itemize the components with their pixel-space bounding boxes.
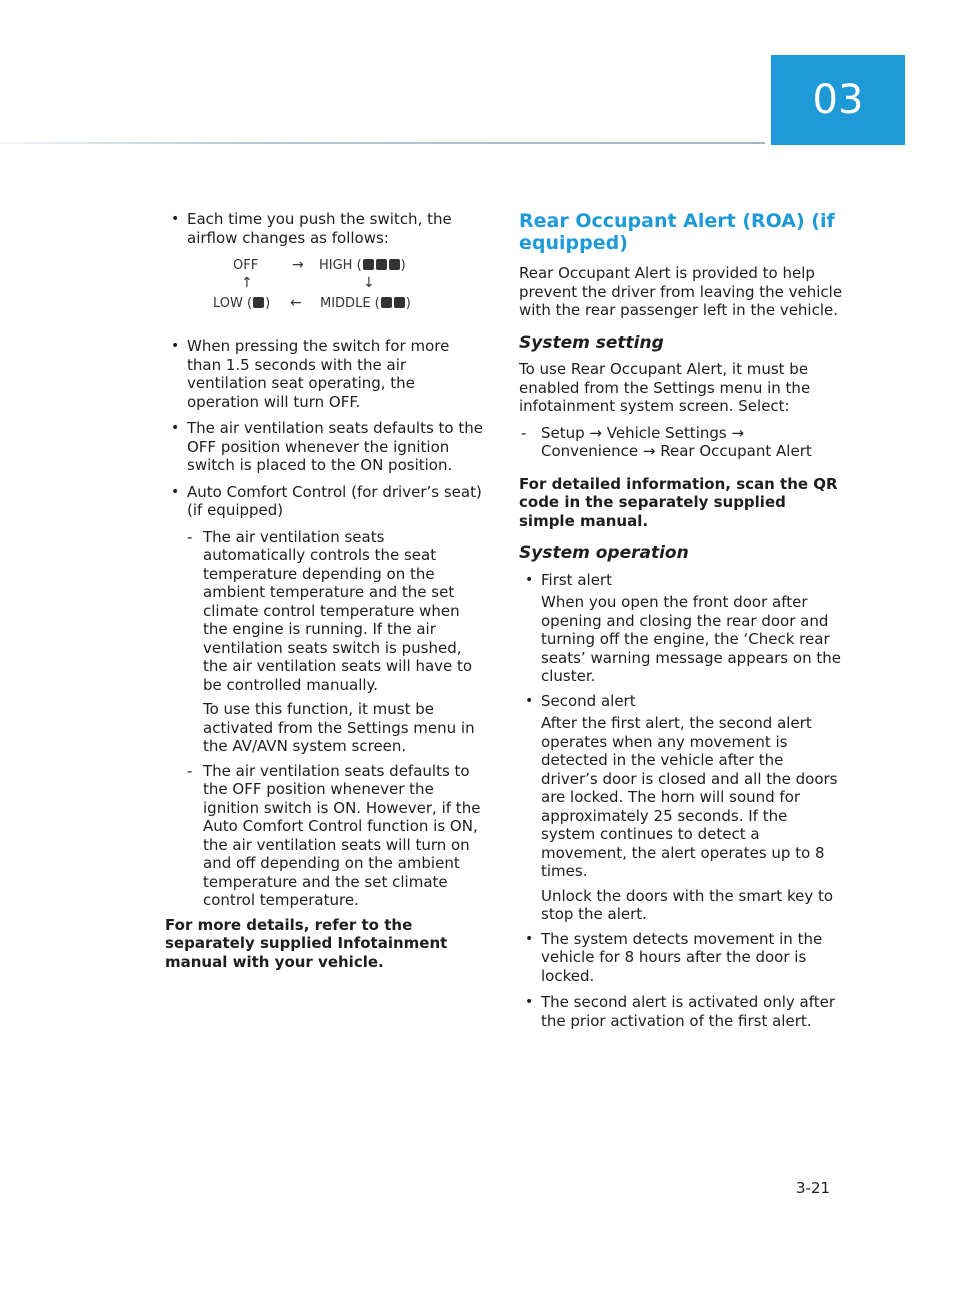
page-number: 3-21 [796, 1179, 831, 1197]
settings-note: To use this function, it must be activated from the Settings menu in the AV/AVN system screen. [203, 700, 475, 755]
infotainment-note: For more details, refer to the separately supplied Infotainment manual with your vehicle. [165, 915, 448, 971]
airflow-diagram [165, 257, 483, 327]
dash-text: The air ventilation seats automatically controls the seat temperature depending on the ambient temperature and the set climate control temperature when the engine is running. If the air ventilation seats switch is pushed, the air ventilation seats will have to be controlled manually. [203, 527, 473, 694]
first-alert-text: When you open the front door after opening and closing the rear door and turning off the engine, the ‘Check rear seats’ warning message appears on the cluster. [541, 593, 841, 685]
seat-fan-icon [394, 297, 405, 308]
seat-fan-icon [253, 297, 264, 308]
dash-text: The air ventilation seats defaults to the OFF position whenever the ignition switch is ON. However, if the Auto Comfort Control function is ON, the air ventilation seats will turn on and off depending on the ambient temperature and the set climate control temperature. [203, 761, 481, 909]
arrow-left-icon: ← [290, 295, 302, 311]
bullet-second-alert-condition: • The second alert is activated only after the prior activation of the first alert. [519, 993, 844, 1030]
system-setting-heading: System setting [519, 332, 664, 353]
second-alert-text: After the first alert, the second alert operates when any movement is detected in the vehicle after the driver’s door is closed and all the doors are locked. The horn will sound for approximately 25 seconds. If the system continues to detect a movement, the alert operates up to 8 times. [541, 714, 838, 880]
dash-mark: - [187, 761, 193, 780]
chapter-tab [771, 55, 905, 145]
right-column [519, 210, 844, 1038]
left-column [165, 210, 483, 971]
header-rule [0, 142, 765, 144]
second-alert-unlock: Unlock the doors with the smart key to stop the alert. [541, 886, 834, 923]
dash-mark: - [521, 423, 527, 442]
diagram-high: HIGH ( ) [319, 258, 406, 273]
bullet-auto-comfort: • Auto Comfort Control (for driver’s seat) (if equipped) [165, 483, 483, 520]
qr-note: For detailed information, scan the QR code in the separately supplied simple manual. [519, 474, 838, 530]
bullet-airflow: • Each time you push the switch, the airflow changes as follows: [165, 210, 483, 247]
bullet-detect-duration: • The system detects movement in the vehicle for 8 hours after the door is locked. [519, 930, 844, 986]
system-setting-text: To use Rear Occupant Alert, it must be enabled from the Settings menu in the infotainment system screen. Select: [519, 360, 811, 415]
seat-fan-icon [376, 259, 387, 270]
system-operation-heading: System operation [519, 543, 689, 563]
diagram-off: OFF [233, 258, 259, 273]
chapter-number: 03 [812, 77, 864, 123]
settings-path [519, 424, 844, 461]
roa-intro: Rear Occupant Alert is provided to help prevent the driver from leaving the vehicle with the rear passenger left in the vehicle. [519, 264, 843, 319]
dash-mark: - [187, 527, 193, 546]
seat-fan-icon [389, 259, 400, 270]
settings-path-text: Setup → Vehicle Settings → Convenience → Rear Occupant Alert [541, 423, 812, 460]
bullet-default-off: • The air ventilation seats defaults to the OFF position whenever the ignition switch is placed to the ON position. [165, 419, 483, 475]
seat-fan-icon [381, 297, 392, 308]
section-title: Rear Occupant Alert (ROA) (if equipped) [519, 210, 835, 254]
arrow-down-icon: ↓ [363, 275, 375, 291]
arrow-right-icon: → [292, 257, 304, 273]
bullet-second-alert: • Second alert [519, 692, 844, 711]
bullet-first-alert: • First alert [519, 571, 844, 590]
dash-item-auto-control [165, 528, 483, 695]
bullet-long-press: • When pressing the switch for more than 1.5 seconds with the air ventilation seat operating, the operation will turn OFF. [165, 337, 483, 411]
arrow-up-icon: ↑ [241, 275, 253, 291]
diagram-middle: MIDDLE ( ) [320, 296, 411, 311]
seat-fan-icon [363, 259, 374, 270]
dash-item-defaults [165, 762, 483, 910]
diagram-low: LOW ( ) [213, 296, 271, 311]
